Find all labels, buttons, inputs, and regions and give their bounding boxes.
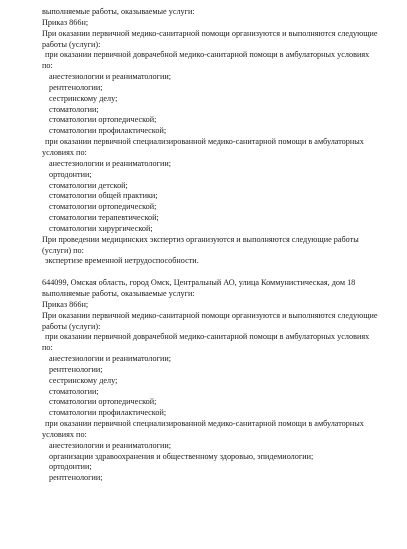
predoctor-care-heading: по: — [42, 343, 53, 353]
specialized-care-heading: при оказании первичной специализированной медико-санитарной помощи в амбулаторных — [45, 419, 364, 429]
list-item: сестринскому делу; — [49, 375, 118, 385]
primary-care-heading: При оказании первичной медико-санитарной помощи организуются и выполняются следующие — [42, 310, 378, 320]
list-item: стоматологии хирургической; — [49, 223, 153, 233]
list-item: организации здравоохранения и общественному здоровью, эпидемиологии; — [49, 451, 314, 461]
primary-care-heading: работы (услуги): — [42, 39, 101, 49]
list-item: анестезиологии и реаниматологии; — [49, 440, 171, 450]
specialized-care-heading: условиях по: — [42, 147, 87, 157]
list-item: стоматологии детской; — [49, 180, 128, 190]
list-item: ортодонтии; — [49, 169, 92, 179]
list-item: анестезиологии и реаниматологии; — [49, 354, 171, 364]
services-intro: выполняемые работы, оказываемые услуги: — [42, 7, 195, 16]
services-intro: выполняемые работы, оказываемые услуги: — [42, 288, 195, 298]
list-item: стоматологии; — [49, 386, 99, 396]
list-item: стоматологии общей практики; — [49, 191, 158, 201]
primary-care-heading: работы (услуги): — [42, 321, 101, 331]
expertise-heading: (услуги) по: — [42, 245, 84, 255]
list-item: рентгенологии; — [49, 364, 103, 374]
predoctor-care-heading: при оказании первичной доврачебной медико-санитарной помощи в амбулаторных условиях — [45, 332, 370, 342]
specialized-care-heading: при оказании первичной специализированной медико-санитарной помощи в амбулаторных — [45, 137, 364, 147]
list-item: стоматологии ортопедической; — [49, 202, 157, 212]
address-line: 644099, Омская область, город Омск, Центральный АО, улица Коммунистическая, дом 18 — [42, 278, 356, 288]
specialized-care-heading: условиях по: — [42, 429, 87, 439]
list-item: анестезиологии и реаниматологии; — [49, 158, 171, 168]
list-item: рентгенологии; — [49, 473, 103, 483]
list-item: рентгенологии; — [49, 82, 103, 92]
list-item: стоматологии профилактической; — [49, 408, 167, 418]
list-item: ортодонтии; — [49, 462, 92, 472]
predoctor-care-heading: при оказании первичной доврачебной медико-санитарной помощи в амбулаторных условиях — [45, 50, 370, 60]
list-item: стоматологии профилактической; — [49, 126, 167, 136]
list-item: стоматологии ортопедической; — [49, 115, 157, 125]
predoctor-care-heading: по: — [42, 61, 53, 71]
document-body — [42, 7, 392, 484]
primary-care-heading: При оказании первичной медико-санитарной помощи организуются и выполняются следующие — [42, 28, 378, 38]
list-item: анестезиологии и реаниматологии; — [49, 72, 171, 82]
order-reference: Приказ 866н; — [42, 17, 89, 27]
block-spacer — [42, 267, 392, 278]
list-item: сестринскому делу; — [49, 93, 118, 103]
list-item: стоматологии ортопедической; — [49, 397, 157, 407]
order-reference: Приказ 866н; — [42, 299, 89, 309]
list-item: экспертизе временной нетрудоспособности. — [45, 256, 199, 266]
list-item: стоматологии терапевтической; — [49, 213, 159, 223]
list-item: стоматологии; — [49, 104, 99, 114]
expertise-heading: При проведении медицинских экспертиз организуются и выполняются следующие работы — [42, 234, 359, 244]
